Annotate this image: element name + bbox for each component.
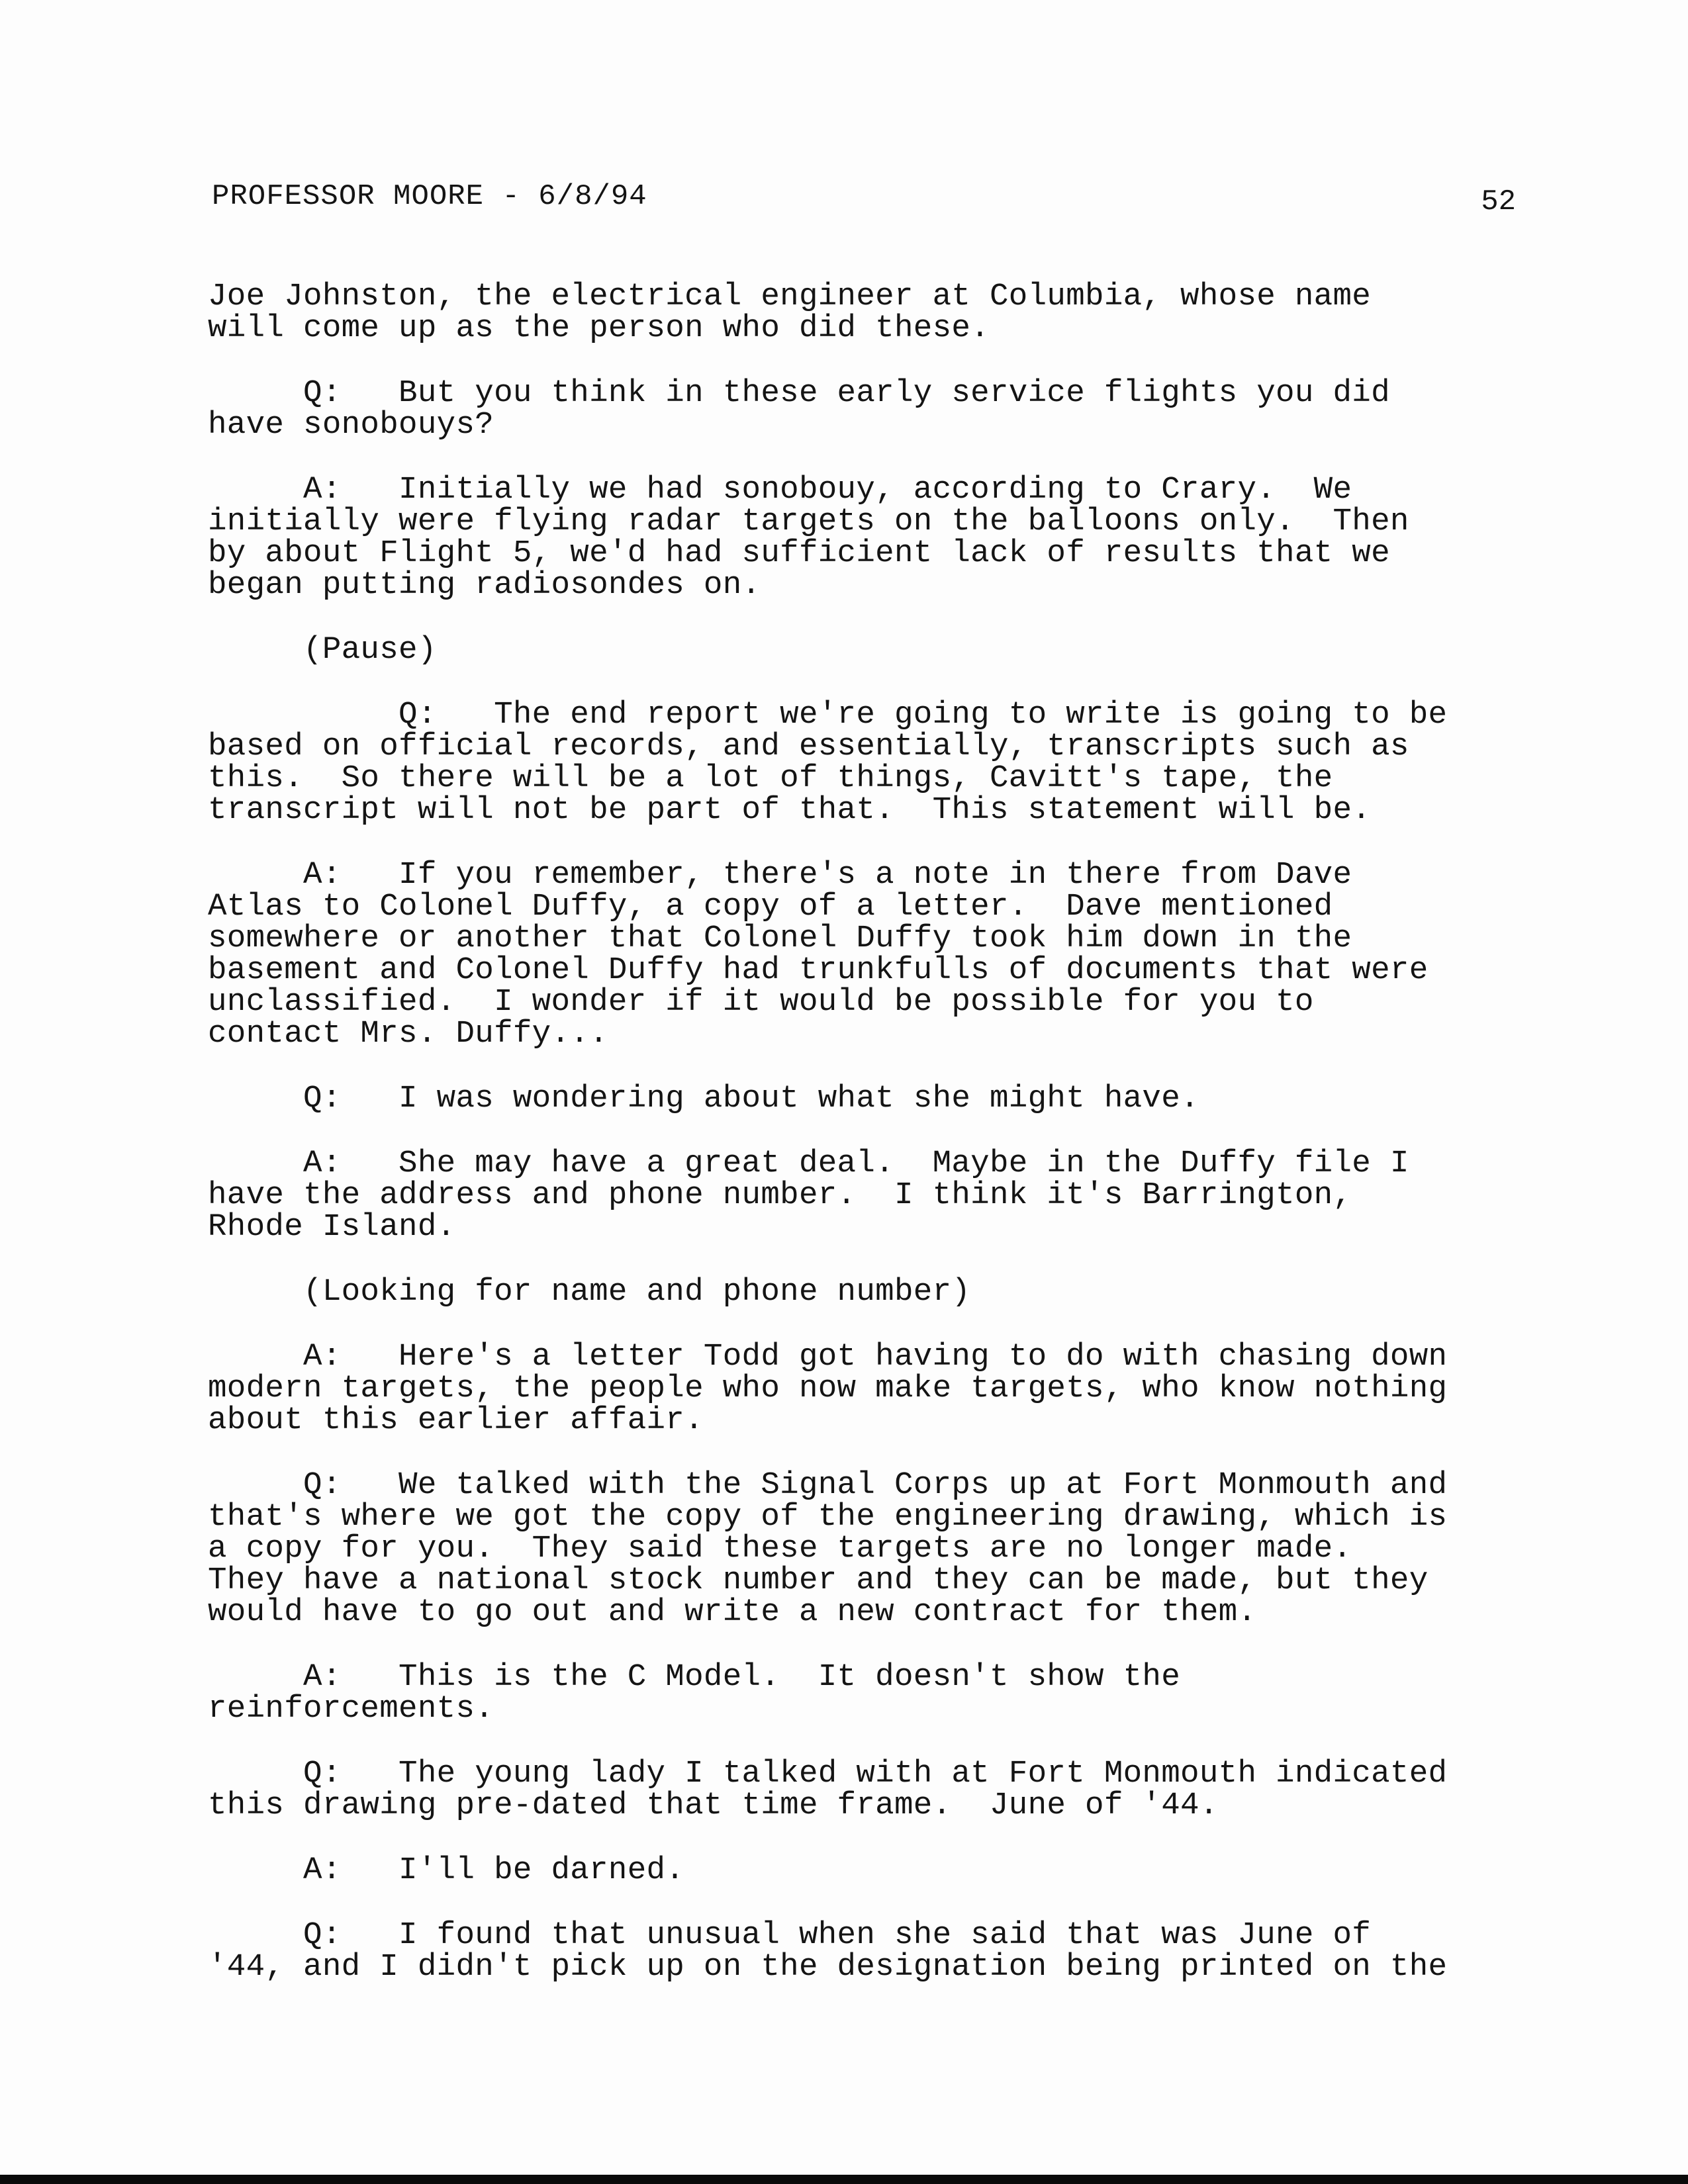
header-title: PROFESSOR MOORE - 6/8/94	[212, 180, 647, 213]
page-number: 52	[1481, 185, 1516, 218]
paragraph-14: A: I'll be darned.	[208, 1852, 685, 1888]
paragraph-1: Joe Johnston, the electrical engineer at Columbia, whose name will come up as the person who did these.	[208, 279, 1372, 346]
paragraph-8: A: She may have a great deal. Maybe in the Duffy file I have the address and phone number. I think it's Barrington, Rhode Island.	[208, 1146, 1409, 1245]
transcript-body	[208, 281, 1525, 1983]
paragraph-11: Q: We talked with the Signal Corps up at Fort Monmouth and that's where we got the copy of the engineering drawing, which is a copy for you. They said these targets are no longer made. They have a national stock number and they can be made, but they would have to go out and write a new contract for them.	[208, 1467, 1448, 1630]
paragraph-5: Q: The end report we're going to write is going to be based on official records, and essentially, transcripts such as this. So there will be a lot of things, Cavitt's tape, the transcript will not be part of that. This statement will be.	[208, 697, 1448, 828]
paragraph-10: A: Here's a letter Todd got having to do with chasing down modern targets, the people who now make targets, who know nothing about this earlier affair.	[208, 1339, 1448, 1438]
paragraph-9: (Looking for name and phone number)	[208, 1274, 971, 1310]
paragraph-15: Q: I found that unusual when she said that was June of '44, and I didn't pick up on the designation being printed on the	[208, 1917, 1448, 1985]
paragraph-13: Q: The young lady I talked with at Fort Monmouth indicated this drawing pre-dated that time frame. June of '44.	[208, 1756, 1448, 1823]
paragraph-3: A: Initially we had sonobouy, according to Crary. We initially were flying radar targets on the balloons only. Then by about Flight 5, we'd had sufficient lack of results that we began putting radiosondes on.	[208, 472, 1409, 603]
page-header	[212, 180, 1516, 220]
paragraph-6: A: If you remember, there's a note in there from Dave Atlas to Colonel Duffy, a copy of a letter. Dave mentioned somewhere or another that Colonel Duffy took him down in the basement and Colonel Duffy had trunkfulls of documents that were unclassified. I wonder if it would be possible for you to contact Mrs. Duffy...	[208, 857, 1429, 1052]
paragraph-2: Q: But you think in these early service flights you did have sonobouys?	[208, 375, 1390, 443]
paragraph-4: (Pause)	[208, 632, 437, 668]
paragraph-12: A: This is the C Model. It doesn't show the reinforcements.	[208, 1659, 1181, 1727]
paragraph-7: Q: I was wondering about what she might have.	[208, 1081, 1199, 1116]
scan-edge-bar	[0, 2175, 1688, 2184]
